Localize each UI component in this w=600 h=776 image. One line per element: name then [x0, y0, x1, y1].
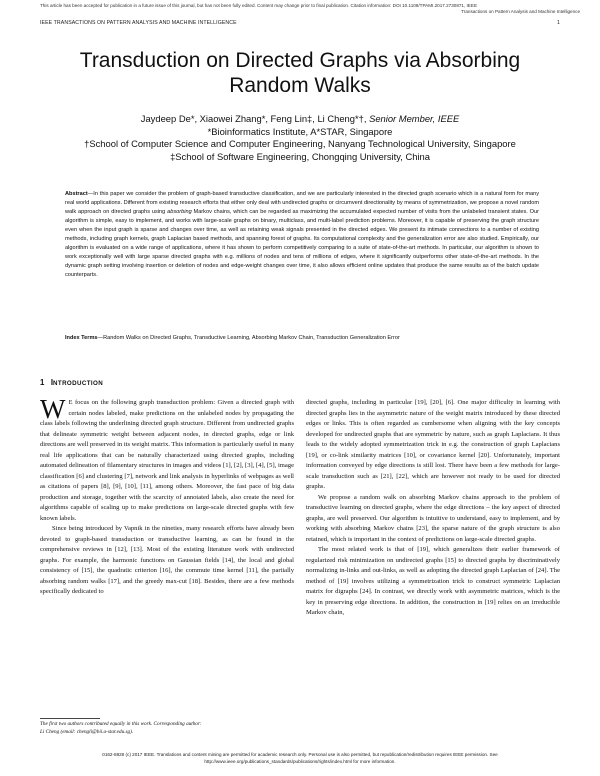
copyright-line1: 0162-8828 (c) 2017 IEEE. Translations and content mining are permitted for academic research only. Personal use is also permitted, but republication/redistribution requires IEEE permission. See [102, 752, 498, 757]
copyright-line2: http://www.ieee.org/publications_standards/publications/rights/index.html for more information. [204, 758, 396, 764]
paper-title [40, 48, 560, 98]
section-heading [40, 378, 103, 387]
affiliation-1: *Bioinformatics Institute, A*STAR, Singapore [207, 125, 393, 137]
left-paragraph-1 [40, 394, 294, 524]
abstract-text-b: Markov chains, which can be regarded as maximizing the accumulated expected number of visits from the unlabeled transient states. Our algorithm is simple, easy to implement, and works with large-scale graphs on binary, multiclass, and multi-label prediction problems. Moreover, it is capable of preserving the graph structure even when the input graph is sparse and changes over time, as well as retaining weak signals presented in the directed edges. We present its intimate connections to a number of existing methods, including graph kernels, graph Laplacian based methods, and spanning forest of graphs. Its computational complexity and the generalization error are also studied. Empirically, our algorithm is evaluated on a wide range of applications, where it has shown to perform competitively comparing to a suite of state-of-the-art methods. In particular, our algorithm is shown to work exceptionally well with large sparse directed graphs with e.g. millions of nodes and tens of millions of edges, where it significantly outperforms other state-of-the-art methods. In the dynamic graph setting involving insertion or deletion of nodes and edge-weight changes over time, it also allows efficient online updates that produce the same results as of the batch update counterparts. [65, 209, 539, 278]
running-head [40, 20, 560, 26]
footnote-line2: Li Cheng (email: chengli@bii.a-star.edu.sg). [40, 729, 134, 735]
index-terms-text: —Random Walks on Directed Graphs, Transductive Learning, Absorbing Markov Chain, Transduction Generalization Error [97, 335, 400, 341]
title-line2: Random Walks [229, 74, 371, 97]
section-number: 1 [40, 378, 45, 387]
left-paragraph-1-text: E focus on the following graph transduction problem: Given a directed graph with certain nodes labeled, make predictions on the unlabeled nodes by propagating the class labels following the underlining directed graph structure. Different from undirected graphs that delineate symmetric weight between adjacent nodes, in directed graphs, edge or link directions are well preserved in its weight matrix. This information is particularly useful in many real life applications that can be naturally characterized using directed graphs, including automated delineation of filamentary structures in images and videos [1], [2], [3], [4], [5], image classification [6] and clustering [7], network and link analysis in hyperlinks of webpages as well as citations of papers [8], [9], [10], [11], among others. Moreover, the fast pace of big data production and storage, together with the scarcity of annotated labels, also create the need for algorithms capable of scaling up to make predictions on large-scale directed graphs with few known labels. [40, 399, 294, 522]
footnote-rule [40, 718, 100, 719]
abstract-text-a: —In this paper we consider the problem of graph-based transductive classification, and we are particularly interested in the directed graph scenario which is a natural form for many real world applications. Different from existing research efforts that either only deal with undirected graphs or circumvent directionality by means of symmetrization, we propose a novel random walk approach on directed graphs using [65, 191, 539, 215]
right-paragraph-2: We propose a random walk on absorbing Markov chains approach to the problem of transductive learning on directed graphs, where the edge directions – the key aspect of directed graphs, are well preserved. Our algorithm is intuitive to understand, easy to implement, and by working with absorbing Markov chains [23], the sparse nature of the graph structure is also retained, which is important in the context of predictions on large-scale directed graphs. [306, 493, 560, 543]
publication-notice-line2: Transactions on Pattern Analysis and Machine Intelligence [461, 9, 580, 14]
footnote-line1: The first two authors contributed equally in this work. Corresponding author: [40, 721, 202, 727]
left-paragraph-2: Since being introduced by Vapnik in the nineties, many research efforts have already been devoted to graph-based transduction or transductive learning, as can be found in the comprehensive reviews in [12], [13]. Most of the existing literature work with undirected graphs. For example, the harmonic functions on Gaussian fields [14], the local and global consistency of [15], the quadratic criterion [16], the commute time kernel [11], the partially absorbing random walks [17], and the greedy max-cut [18]. Besides, there are a few methods specifically dedicated to [40, 525, 294, 595]
left-column [40, 394, 294, 598]
abstract-label: Abstract [65, 191, 88, 197]
publication-notice-line1: This article has been accepted for publication in a future issue of this journal, but has not been fully edited. Content may change prior to final publication. Citation information: DOI 10.1109/TPAMI.2017.2730871, IEEE [40, 3, 478, 8]
drop-cap: W [40, 394, 66, 424]
index-terms-label: Index Terms [65, 335, 98, 341]
page-number: 1 [557, 20, 560, 26]
author-names [40, 113, 560, 126]
publication-notice [40, 3, 580, 15]
title-line1: Transduction on Directed Graphs via Absorbing [79, 49, 521, 72]
section-title-rest: NTRODUCTION [53, 380, 104, 387]
affiliation-3: ‡School of Software Engineering, Chongqing University, China [170, 150, 430, 162]
copyright-notice [40, 752, 560, 765]
index-terms [65, 334, 539, 343]
author-membership: Senior Member, IEEE [369, 113, 460, 124]
right-paragraph-1: directed graphs, including in particular [19], [20], [6]. One major difficulty in learning with directed graphs lies in the asymmetric nature of the weight matrix introduced by these directed edges or links. This is often regarded as cumbersome when aligning with the key concepts developed for undirected graphs that are symmetric by nature, such as graph Laplacians. It thus leads to the widely adopted symmetrization trick in e.g. the construction of graph Laplacians [19], or co-link similarity matrices [10], or covariance kernel [20]. Unfortunately, important information conveyed by edge directions is still lost. There have been a few methods for large-scale transduction such as [21], [22], which are however not ready to be used for directed graphs. [306, 399, 560, 490]
abstract-text-italic: absorbing [167, 209, 192, 215]
author-block [40, 113, 560, 163]
right-paragraph-3: The most related work is that of [19], which generalizes their earlier framework of regularized risk minimization on undirected graphs [15] to directed graphs by discriminatively normalizing in-links and out-links, as well as adopting the directed graph Laplacian of [24]. The method of [19] involves utilizing a symmetrization trick to construct symmetric Laplacian matrix for digraphs [24]. In contrast, we directly work with asymmetric matrices, which is the key in preserving edge directions. In addition, the construction in [19] relies on an irreducible Markov chain, [306, 546, 560, 616]
affiliation-2: †School of Computer Science and Computer Engineering, Nanyang Technological University, Singapore [84, 138, 516, 150]
author-list: Jaydeep De*, Xiaowei Zhang*, Feng Lin‡, Li Cheng*†, [140, 113, 367, 124]
footnote [40, 720, 294, 736]
abstract [65, 190, 539, 280]
journal-name: IEEE TRANSACTIONS ON PATTERN ANALYSIS AND MACHINE INTELLIGENCE [40, 20, 237, 26]
right-column [306, 398, 560, 619]
section-first-letter: I [50, 378, 54, 387]
